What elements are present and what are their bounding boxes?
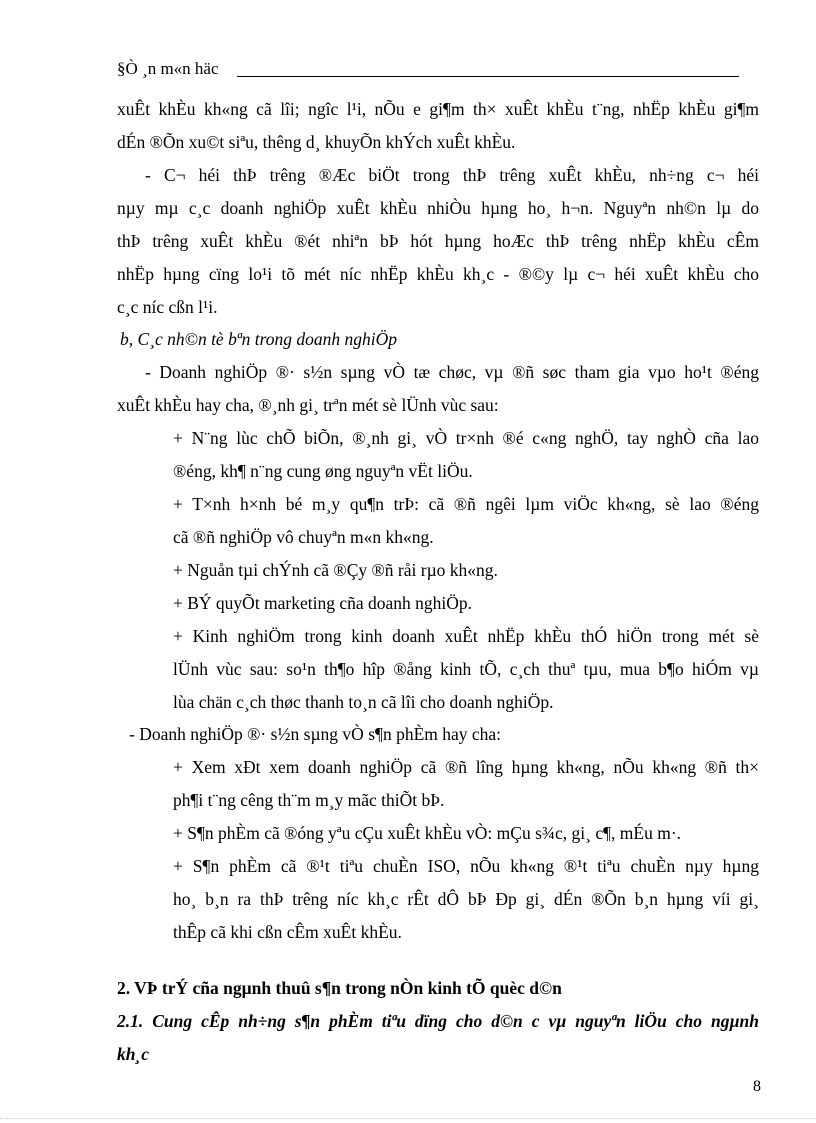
- paragraph-line: + Xem xÐt xem doanh nghiÖp cã ®ñ lîng hµng kh«ng, nÕu kh«ng ®ñ th×: [173, 757, 759, 777]
- paragraph-line: xuÊt khÈu kh«ng cã lîi; ngîc l¹i, nÕu e gi¶m th× xuÊt khÈu t¨ng, nhËp khÈu gi¶m: [117, 99, 759, 119]
- paragraph-line: c¸c níc cßn l¹i.: [117, 297, 218, 317]
- page-number: 8: [753, 1078, 761, 1095]
- paragraph-line: + S¶n phÈm cã ®óng yªu cÇu xuÊt khÈu vÒ: mÇu s¾c, gi¸ c¶, mÉu m·.: [173, 823, 682, 843]
- paragraph-line: + Kinh nghiÖm trong kinh doanh xuÊt nhËp khÈu thÓ hiÖn trong mét sè: [173, 626, 759, 646]
- paragraph-line: thÞ trêng xuÊt khÈu ®ét nhiªn bÞ hót hµng hoÆc thÞ trêng nhËp khÈu cÊm: [117, 231, 759, 251]
- paragraph-line: cã ®ñ nghiÖp vô chuyªn m«n kh«ng.: [173, 527, 434, 547]
- paragraph-line: - Doanh nghiÖp ®· s½n sµng vÒ tæ chøc, vµ ®ñ søc tham gia vµo ho¹t ®éng: [145, 362, 759, 382]
- paragraph-line: lùa chän c¸ch thøc thanh to¸n cã lîi cho doanh nghiÖp.: [173, 692, 554, 712]
- page-footer-divider: [0, 1118, 816, 1119]
- paragraph-line: + Nguån tµi chÝnh cã ®Çy ®ñ råi rµo kh«ng.: [173, 560, 498, 580]
- subsection-heading: b, C¸c nh©n tè bªn trong doanh nghiÖp: [120, 329, 398, 349]
- paragraph-line: lÜnh vùc sau: so¹n th¶o hîp ®ång kinh tÕ, c¸ch thuª tµu, mua b¶o hiÓm vµ: [173, 659, 759, 679]
- paragraph-line: ho¸ b¸n ra thÞ trêng níc kh¸c rÊt dÔ bÞ Ðp gi¸ dÉn ®Õn b¸n hµng víi gi¸: [173, 889, 759, 909]
- page-header: [117, 58, 739, 80]
- header-rule: [237, 76, 739, 77]
- course-label: §Ò ¸n m«n häc: [117, 59, 219, 78]
- paragraph-line: - Doanh nghiÖp ®· s½n sµng vÒ s¶n phÈm hay cha:: [129, 724, 502, 744]
- paragraph-line: dÉn ®Õn xu©t siªu, thêng d¸ khuyÕn khÝch xuÊt khÈu.: [117, 132, 516, 152]
- paragraph-line: + BÝ quyÕt marketing cña doanh nghiÖp.: [173, 593, 473, 613]
- paragraph-line: thÊp cã khi cßn cÊm xuÊt khÈu.: [173, 922, 402, 942]
- paragraph-line: - C¬ héi thÞ trêng ®Æc biÖt trong thÞ trêng xuÊt khÈu, nh÷ng c¬ héi: [145, 165, 759, 185]
- paragraph-line: xuÊt khÈu hay cha, ®¸nh gi¸ trªn mét sè lÜnh vùc sau:: [117, 395, 499, 415]
- paragraph-line: nµy mµ c¸c doanh nghiÖp xuÊt khÈu nhiÒu hµng ho¸ h¬n. Nguyªn nh©n lµ do: [117, 198, 759, 218]
- paragraph-line: + S¶n phÈm cã ®¹t tiªu chuÈn ISO, nÕu kh«ng ®¹t tiªu chuÈn nµy hµng: [173, 856, 759, 876]
- paragraph-line: ph¶i t¨ng cêng th¨m m¸y mãc thiÕt bÞ.: [173, 790, 445, 810]
- paragraph-line: ®éng, kh¶ n¨ng cung øng nguyªn vËt liÖu.: [173, 461, 473, 481]
- paragraph-line: nhËp hµng cïng lo¹i tõ mét níc nhËp khÈu kh¸c - ®©y lµ c¬ héi xuÊt khÈu cho: [117, 264, 759, 284]
- paragraph-line: + T×nh h×nh bé m¸y qu¶n trÞ: cã ®ñ ngêi lµm viÖc kh«ng, sè lao ®éng: [173, 494, 759, 514]
- paragraph-line: + N¨ng lùc chÕ biÕn, ®¸nh gi¸ vÒ tr×nh ®é c«ng nghÖ, tay nghÒ cña lao: [173, 428, 759, 448]
- section-heading: 2. VÞ trÝ cña ngµnh thuû s¶n trong nÒn kinh tÕ quèc d©n: [117, 978, 562, 998]
- subsection-heading: kh¸c: [117, 1044, 150, 1064]
- subsection-heading: 2.1. Cung cÊp nh÷ng s¶n phÈm tiªu dïng cho d©n c vµ nguyªn liÖu cho ngµnh: [117, 1011, 759, 1031]
